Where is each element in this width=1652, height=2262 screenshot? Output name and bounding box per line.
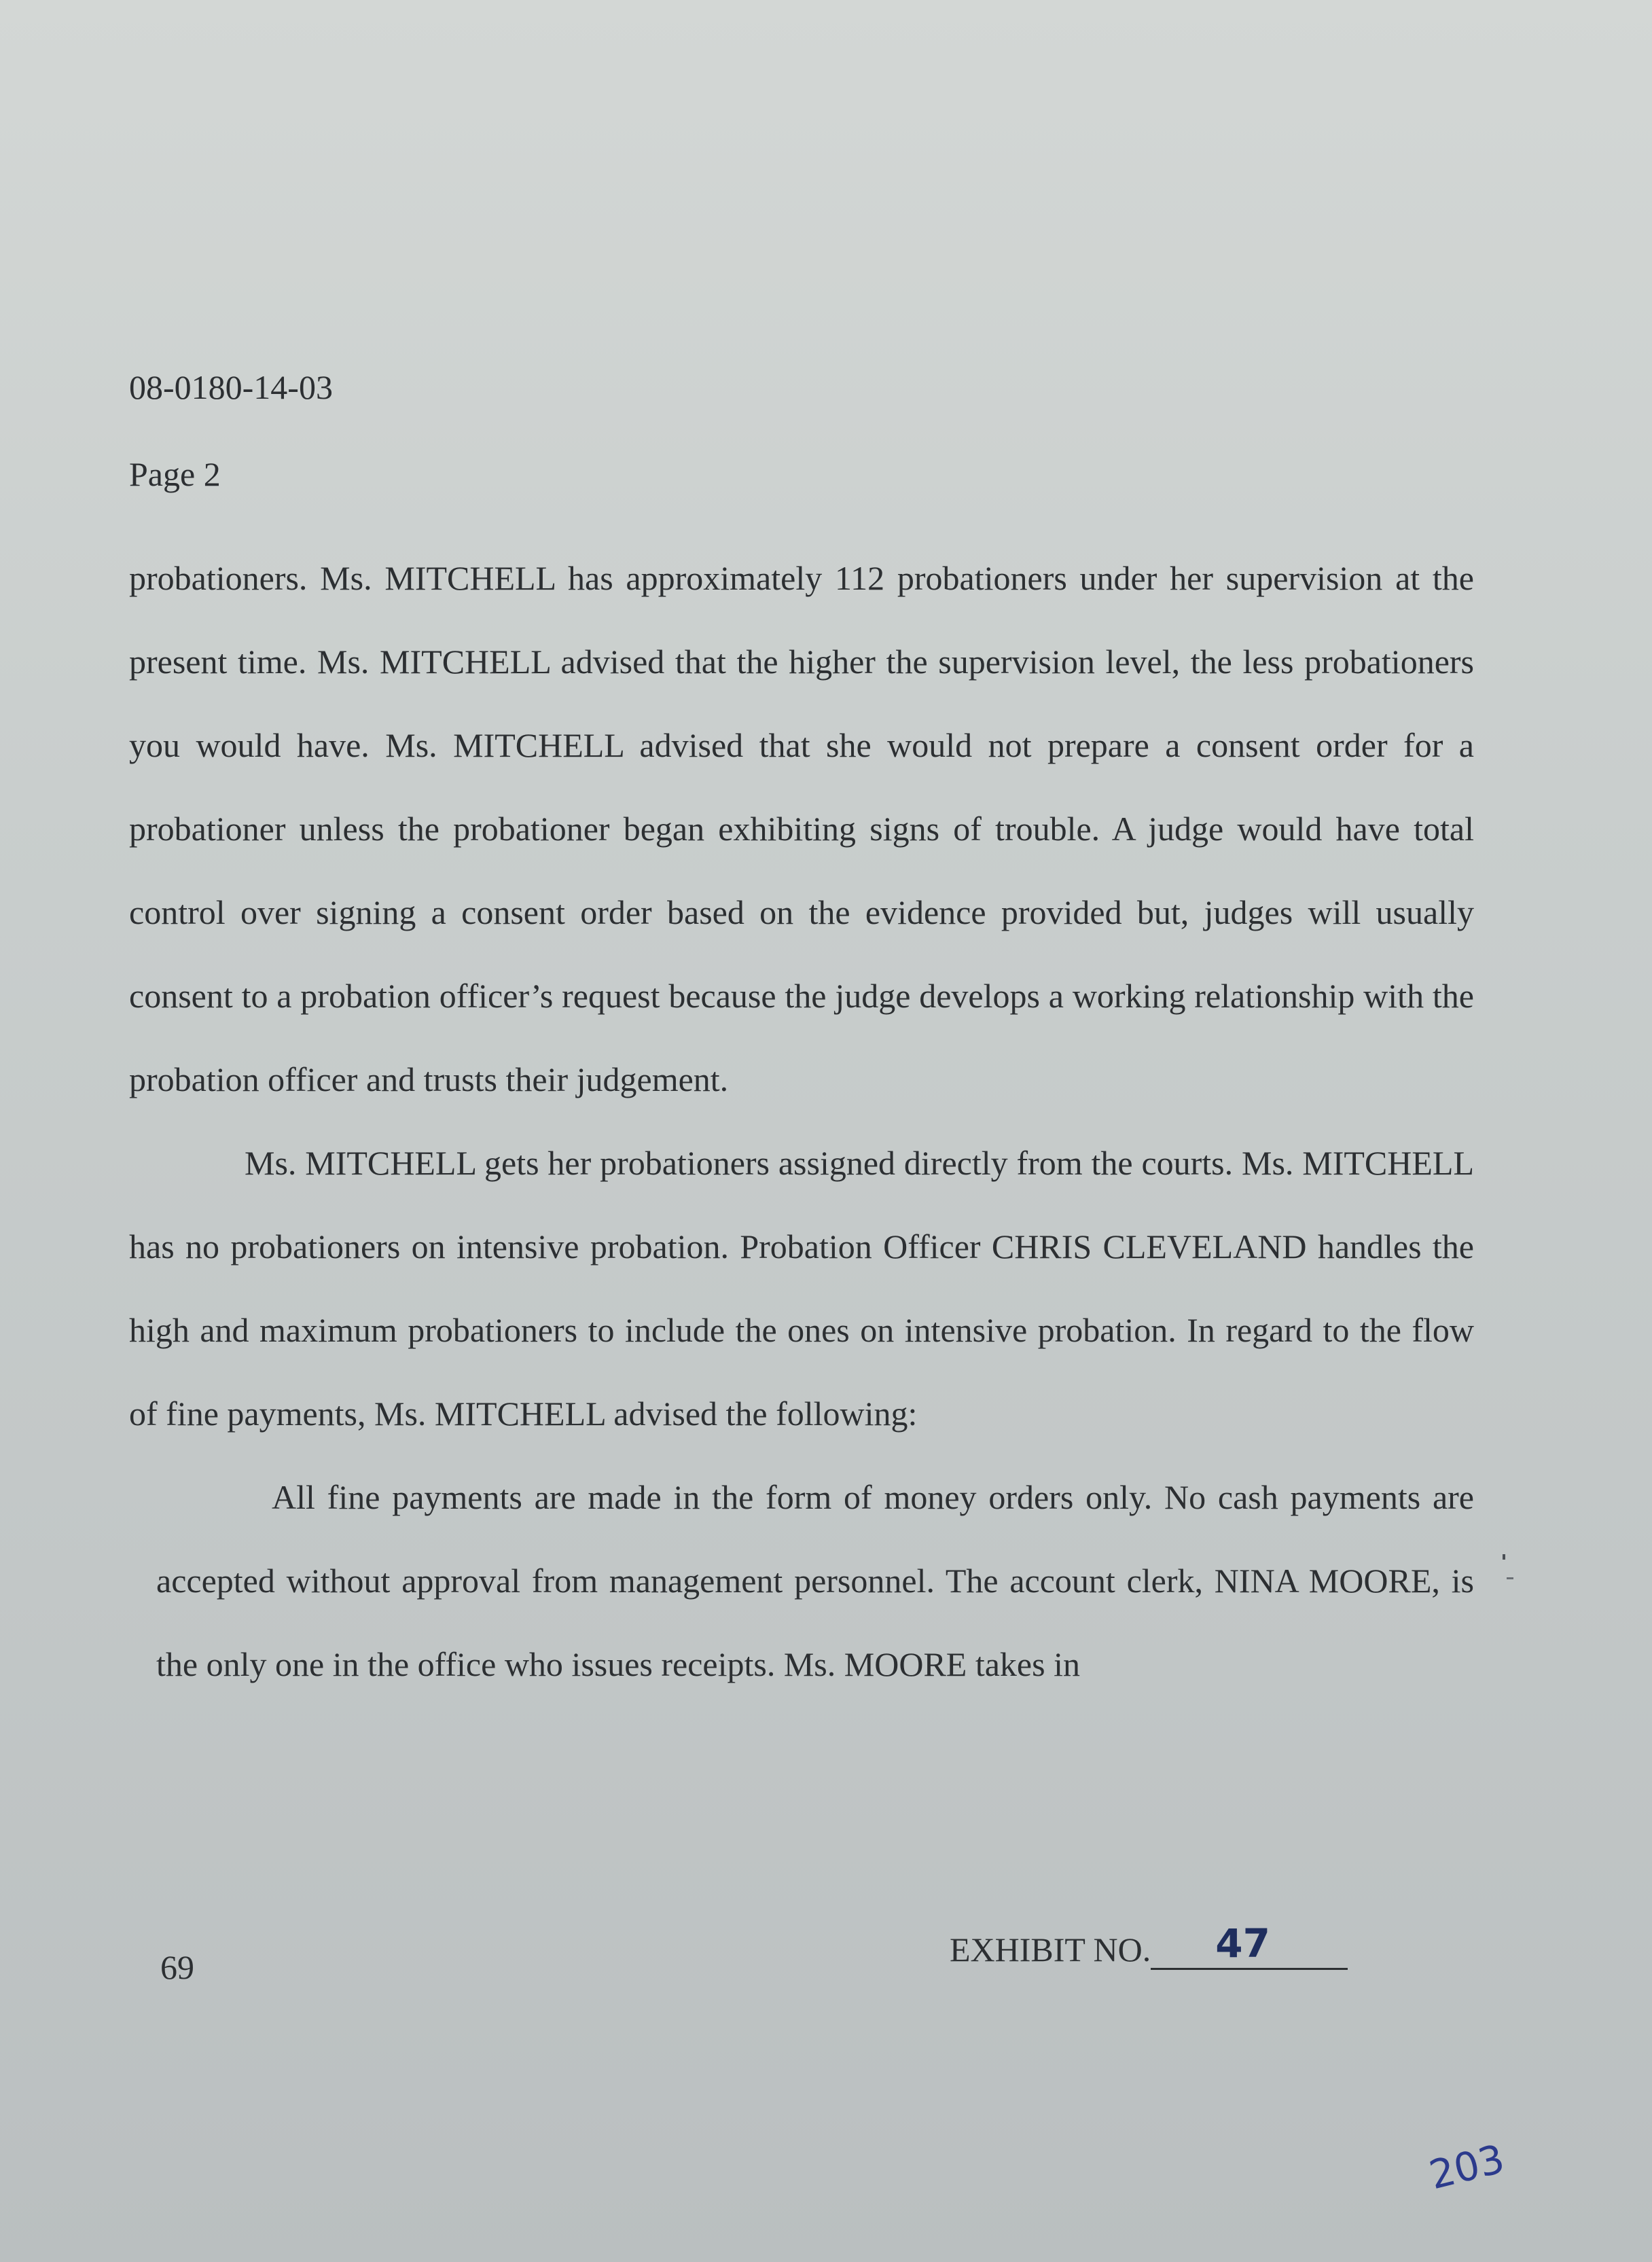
case-number: 08-0180-14-03 — [129, 368, 333, 406]
paper-speck — [1507, 1577, 1513, 1579]
handwritten-page-number: 203 — [1424, 2135, 1509, 2199]
footer-page-number: 69 — [160, 1948, 194, 1986]
exhibit-label: EXHIBIT NO. — [950, 1931, 1151, 1969]
paragraph-1: probationers. Ms. MITCHELL has approximately 112 probationers under her supervision at the present time. Ms. MITCHELL advised that the higher the supervision level, the less probationers you would have. Ms. MITCHELL advised that she would not prepare a consent order for a probationer unless the probationer began exhibiting signs of trouble. A judge would have total control over signing a consent order based on the evidence provided but, judges will usually consent to a probation officer’s request because the judge develops a working relationship with the probation officer and trusts their judgement. — [129, 559, 1474, 1098]
paper-speck — [1503, 1554, 1505, 1560]
paragraph-2: Ms. MITCHELL gets her probationers assigned directly from the courts. Ms. MITCHELL has no probationers on intensive probation. Probation Officer CHRIS CLEVELAND handles the high and maximum probationers to include the ones on intensive probation. In regard to the flow of fine payments, Ms. MITCHELL advised the following: — [129, 1144, 1474, 1433]
page-label: Page 2 — [129, 455, 221, 493]
exhibit-stamp — [950, 1920, 1348, 1970]
document-body — [129, 537, 1474, 1706]
exhibit-blank — [1151, 1920, 1348, 1970]
exhibit-number: 47 — [1215, 1920, 1270, 1967]
paragraph-3: All fine payments are made in the form of money orders only. No cash payments are accepted without approval from management personnel. The account clerk, NINA MOORE, is the only one in the office who issues receipts. Ms. MOORE takes in — [156, 1478, 1474, 1683]
